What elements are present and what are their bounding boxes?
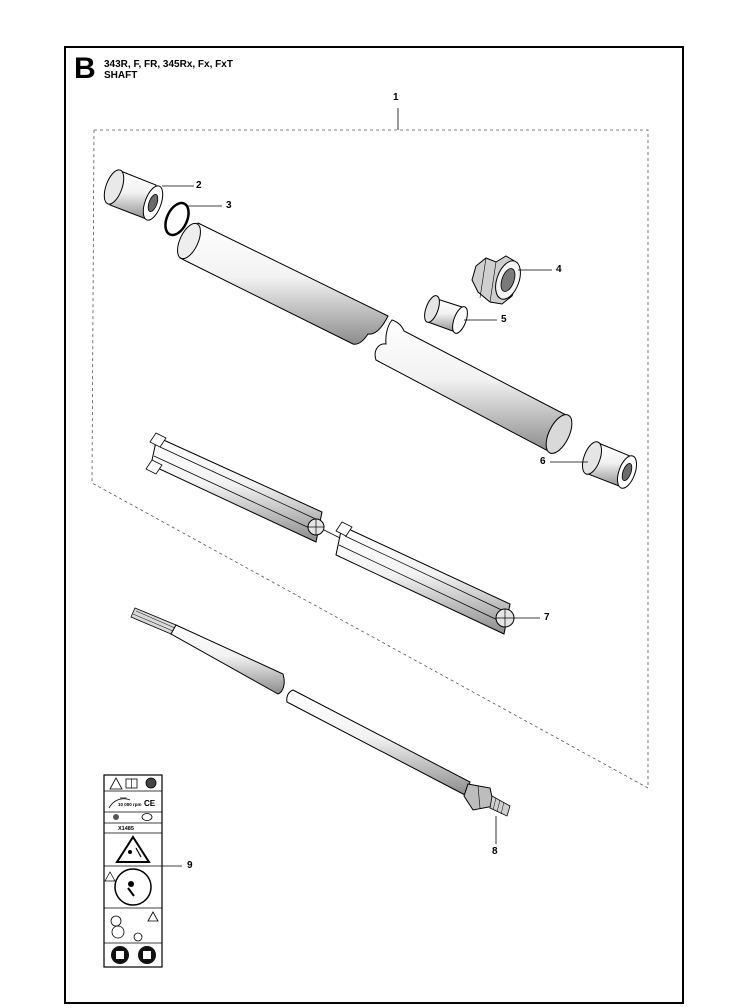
- section-letter: B: [74, 52, 96, 85]
- part-shaft-liner-upper: [146, 433, 324, 542]
- part-coupling-nut: [472, 256, 525, 304]
- decal-speed-label: 10 000 rpm: [118, 802, 142, 807]
- callout-7: 7: [544, 612, 550, 623]
- callout-8: 8: [492, 846, 498, 857]
- part-shaft-liner-lower: [336, 522, 514, 634]
- svg-text:max: max: [120, 796, 127, 800]
- ce-mark-icon: CE: [144, 799, 156, 808]
- callout-5: 5: [501, 314, 507, 325]
- helmet-icon: [146, 778, 156, 788]
- shaft-tube-upper: [173, 220, 388, 344]
- callout-6: 6: [540, 456, 546, 467]
- callout-9: 9: [187, 860, 193, 871]
- model-list: 343R, F, FR, 345Rx, Fx, FxT: [104, 59, 233, 70]
- decal-code: X1485: [118, 826, 134, 832]
- part-tube-end-sleeve: [100, 167, 166, 222]
- part-warning-decal: [104, 775, 162, 967]
- callout-1: 1: [393, 92, 399, 103]
- ear-protection-icon: [113, 814, 119, 820]
- callout-4: 4: [556, 264, 562, 275]
- part-bushing: [422, 294, 471, 335]
- part-drive-shaft: [131, 608, 510, 816]
- part-end-sleeve: [579, 439, 641, 490]
- shaft-tube-lower: [375, 320, 577, 457]
- callout-3: 3: [226, 200, 232, 211]
- callout-2: 2: [196, 180, 202, 191]
- page-title: SHAFT: [104, 70, 138, 81]
